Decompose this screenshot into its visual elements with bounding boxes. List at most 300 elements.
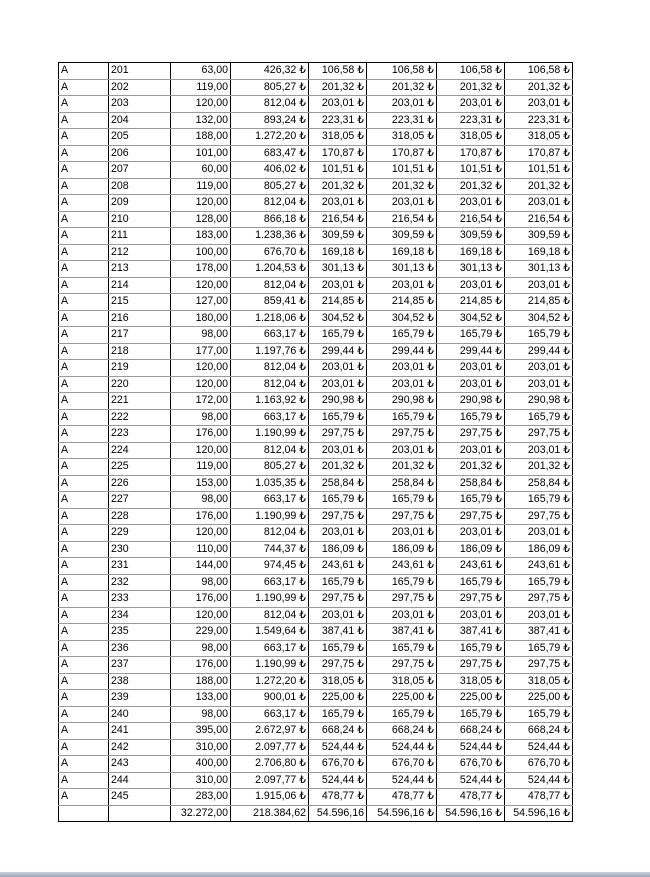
area-cell[interactable]: 120,00 [171, 607, 231, 624]
share-cell-2[interactable]: 186,09 ₺ [367, 541, 437, 558]
block-cell[interactable]: A [59, 426, 109, 443]
share-cell-3[interactable]: 297,75 ₺ [437, 591, 505, 608]
share-cell-2[interactable]: 203,01 ₺ [367, 195, 437, 212]
share-cell-1[interactable]: 203,01 ₺ [309, 376, 367, 393]
share-cell-1[interactable]: 387,41 ₺ [309, 624, 367, 641]
amount-cell[interactable]: 812,04 ₺ [231, 607, 309, 624]
total-share-cell-4[interactable]: 54.596,16 ₺ [505, 805, 573, 822]
area-cell[interactable]: 120,00 [171, 525, 231, 542]
unit-cell[interactable]: 210 [109, 211, 171, 228]
share-cell-3[interactable]: 297,75 ₺ [437, 426, 505, 443]
area-cell[interactable]: 128,00 [171, 211, 231, 228]
amount-cell[interactable]: 663,17 ₺ [231, 492, 309, 509]
amount-cell[interactable]: 805,27 ₺ [231, 79, 309, 96]
share-cell-1[interactable]: 169,18 ₺ [309, 244, 367, 261]
share-cell-4[interactable]: 203,01 ₺ [505, 525, 573, 542]
share-cell-1[interactable]: 203,01 ₺ [309, 442, 367, 459]
share-cell-2[interactable]: 203,01 ₺ [367, 96, 437, 113]
share-cell-3[interactable]: 165,79 ₺ [437, 327, 505, 344]
share-cell-4[interactable]: 290,98 ₺ [505, 393, 573, 410]
share-cell-2[interactable]: 170,87 ₺ [367, 145, 437, 162]
share-cell-1[interactable]: 297,75 ₺ [309, 657, 367, 674]
unit-cell[interactable]: 235 [109, 624, 171, 641]
share-cell-2[interactable]: 165,79 ₺ [367, 640, 437, 657]
share-cell-2[interactable]: 297,75 ₺ [367, 508, 437, 525]
share-cell-2[interactable]: 165,79 ₺ [367, 409, 437, 426]
amount-cell[interactable]: 663,17 ₺ [231, 409, 309, 426]
share-cell-1[interactable]: 203,01 ₺ [309, 277, 367, 294]
amount-cell[interactable]: 893,24 ₺ [231, 112, 309, 129]
unit-cell[interactable]: 230 [109, 541, 171, 558]
share-cell-3[interactable]: 304,52 ₺ [437, 310, 505, 327]
amount-cell[interactable]: 1.238,36 ₺ [231, 228, 309, 245]
share-cell-2[interactable]: 165,79 ₺ [367, 706, 437, 723]
unit-cell[interactable]: 227 [109, 492, 171, 509]
share-cell-1[interactable]: 225,00 ₺ [309, 690, 367, 707]
block-cell[interactable]: A [59, 607, 109, 624]
share-cell-3[interactable]: 318,05 ₺ [437, 673, 505, 690]
unit-cell[interactable]: 216 [109, 310, 171, 327]
block-cell[interactable]: A [59, 211, 109, 228]
amount-cell[interactable]: 406,02 ₺ [231, 162, 309, 179]
block-cell[interactable]: A [59, 195, 109, 212]
share-cell-2[interactable]: 676,70 ₺ [367, 756, 437, 773]
share-cell-2[interactable]: 203,01 ₺ [367, 376, 437, 393]
share-cell-2[interactable]: 668,24 ₺ [367, 723, 437, 740]
share-cell-2[interactable]: 106,58 ₺ [367, 63, 437, 80]
area-cell[interactable]: 183,00 [171, 228, 231, 245]
share-cell-3[interactable]: 201,32 ₺ [437, 178, 505, 195]
unit-cell[interactable]: 240 [109, 706, 171, 723]
unit-cell[interactable]: 220 [109, 376, 171, 393]
share-cell-3[interactable]: 106,58 ₺ [437, 63, 505, 80]
unit-cell[interactable]: 232 [109, 574, 171, 591]
share-cell-3[interactable]: 258,84 ₺ [437, 475, 505, 492]
area-cell[interactable]: 310,00 [171, 739, 231, 756]
share-cell-4[interactable]: 318,05 ₺ [505, 129, 573, 146]
block-cell[interactable]: A [59, 310, 109, 327]
share-cell-2[interactable]: 290,98 ₺ [367, 393, 437, 410]
share-cell-1[interactable]: 186,09 ₺ [309, 541, 367, 558]
share-cell-3[interactable]: 203,01 ₺ [437, 195, 505, 212]
unit-cell[interactable]: 234 [109, 607, 171, 624]
area-cell[interactable]: 178,00 [171, 261, 231, 278]
block-cell[interactable]: A [59, 574, 109, 591]
share-cell-1[interactable]: 203,01 ₺ [309, 607, 367, 624]
share-cell-2[interactable]: 243,61 ₺ [367, 558, 437, 575]
share-cell-3[interactable]: 165,79 ₺ [437, 492, 505, 509]
unit-cell[interactable]: 214 [109, 277, 171, 294]
unit-cell[interactable]: 202 [109, 79, 171, 96]
area-cell[interactable]: 177,00 [171, 343, 231, 360]
share-cell-1[interactable]: 668,24 ₺ [309, 723, 367, 740]
share-cell-3[interactable]: 297,75 ₺ [437, 508, 505, 525]
share-cell-2[interactable]: 309,59 ₺ [367, 228, 437, 245]
share-cell-2[interactable]: 223,31 ₺ [367, 112, 437, 129]
amount-cell[interactable]: 663,17 ₺ [231, 327, 309, 344]
share-cell-3[interactable]: 186,09 ₺ [437, 541, 505, 558]
amount-cell[interactable]: 974,45 ₺ [231, 558, 309, 575]
share-cell-1[interactable]: 297,75 ₺ [309, 508, 367, 525]
unit-cell[interactable]: 204 [109, 112, 171, 129]
share-cell-3[interactable]: 668,24 ₺ [437, 723, 505, 740]
share-cell-4[interactable]: 165,79 ₺ [505, 706, 573, 723]
share-cell-1[interactable]: 203,01 ₺ [309, 195, 367, 212]
share-cell-1[interactable]: 203,01 ₺ [309, 360, 367, 377]
area-cell[interactable]: 101,00 [171, 145, 231, 162]
share-cell-1[interactable]: 165,79 ₺ [309, 492, 367, 509]
area-cell[interactable]: 60,00 [171, 162, 231, 179]
block-cell[interactable]: A [59, 541, 109, 558]
share-cell-1[interactable]: 478,77 ₺ [309, 789, 367, 806]
area-cell[interactable]: 172,00 [171, 393, 231, 410]
block-cell[interactable]: A [59, 525, 109, 542]
unit-cell[interactable]: 222 [109, 409, 171, 426]
amount-cell[interactable]: 676,70 ₺ [231, 244, 309, 261]
area-cell[interactable]: 176,00 [171, 657, 231, 674]
share-cell-3[interactable]: 318,05 ₺ [437, 129, 505, 146]
share-cell-1[interactable]: 243,61 ₺ [309, 558, 367, 575]
share-cell-4[interactable]: 301,13 ₺ [505, 261, 573, 278]
block-cell[interactable]: A [59, 162, 109, 179]
area-cell[interactable]: 98,00 [171, 574, 231, 591]
share-cell-4[interactable]: 304,52 ₺ [505, 310, 573, 327]
share-cell-1[interactable]: 170,87 ₺ [309, 145, 367, 162]
share-cell-4[interactable]: 101,51 ₺ [505, 162, 573, 179]
area-cell[interactable]: 119,00 [171, 459, 231, 476]
share-cell-3[interactable]: 524,44 ₺ [437, 772, 505, 789]
share-cell-2[interactable]: 299,44 ₺ [367, 343, 437, 360]
block-cell[interactable]: A [59, 657, 109, 674]
block-cell[interactable]: A [59, 772, 109, 789]
share-cell-3[interactable]: 101,51 ₺ [437, 162, 505, 179]
block-cell[interactable]: A [59, 492, 109, 509]
amount-cell[interactable]: 812,04 ₺ [231, 442, 309, 459]
block-cell[interactable]: A [59, 376, 109, 393]
share-cell-3[interactable]: 297,75 ₺ [437, 657, 505, 674]
unit-cell[interactable]: 242 [109, 739, 171, 756]
block-cell[interactable]: A [59, 327, 109, 344]
block-cell[interactable]: A [59, 79, 109, 96]
share-cell-3[interactable]: 223,31 ₺ [437, 112, 505, 129]
block-cell[interactable]: A [59, 261, 109, 278]
area-cell[interactable]: 180,00 [171, 310, 231, 327]
share-cell-4[interactable]: 201,32 ₺ [505, 459, 573, 476]
share-cell-2[interactable]: 524,44 ₺ [367, 739, 437, 756]
unit-cell[interactable]: 207 [109, 162, 171, 179]
unit-cell[interactable]: 225 [109, 459, 171, 476]
share-cell-2[interactable]: 318,05 ₺ [367, 673, 437, 690]
unit-cell[interactable]: 243 [109, 756, 171, 773]
block-cell[interactable]: A [59, 244, 109, 261]
share-cell-3[interactable]: 165,79 ₺ [437, 409, 505, 426]
share-cell-3[interactable]: 165,79 ₺ [437, 706, 505, 723]
amount-cell[interactable]: 1.190,99 ₺ [231, 426, 309, 443]
area-cell[interactable]: 144,00 [171, 558, 231, 575]
unit-cell[interactable]: 244 [109, 772, 171, 789]
share-cell-2[interactable]: 203,01 ₺ [367, 525, 437, 542]
unit-cell[interactable]: 233 [109, 591, 171, 608]
area-cell[interactable]: 98,00 [171, 706, 231, 723]
share-cell-4[interactable]: 201,32 ₺ [505, 79, 573, 96]
share-cell-1[interactable]: 201,32 ₺ [309, 178, 367, 195]
amount-cell[interactable]: 1.035,35 ₺ [231, 475, 309, 492]
amount-cell[interactable]: 683,47 ₺ [231, 145, 309, 162]
block-cell[interactable]: A [59, 442, 109, 459]
share-cell-2[interactable]: 169,18 ₺ [367, 244, 437, 261]
area-cell[interactable]: 176,00 [171, 508, 231, 525]
block-cell[interactable]: A [59, 343, 109, 360]
area-cell[interactable]: 176,00 [171, 591, 231, 608]
share-cell-4[interactable]: 203,01 ₺ [505, 277, 573, 294]
unit-cell[interactable]: 223 [109, 426, 171, 443]
share-cell-3[interactable]: 203,01 ₺ [437, 525, 505, 542]
share-cell-3[interactable]: 214,85 ₺ [437, 294, 505, 311]
block-cell[interactable]: A [59, 591, 109, 608]
share-cell-1[interactable]: 676,70 ₺ [309, 756, 367, 773]
unit-cell[interactable]: 239 [109, 690, 171, 707]
share-cell-3[interactable]: 169,18 ₺ [437, 244, 505, 261]
share-cell-2[interactable]: 297,75 ₺ [367, 657, 437, 674]
area-cell[interactable]: 310,00 [171, 772, 231, 789]
share-cell-3[interactable]: 478,77 ₺ [437, 789, 505, 806]
amount-cell[interactable]: 1.272,20 ₺ [231, 129, 309, 146]
block-cell[interactable]: A [59, 409, 109, 426]
amount-cell[interactable]: 859,41 ₺ [231, 294, 309, 311]
block-cell[interactable]: A [59, 739, 109, 756]
share-cell-4[interactable]: 186,09 ₺ [505, 541, 573, 558]
unit-cell[interactable]: 236 [109, 640, 171, 657]
share-cell-2[interactable]: 165,79 ₺ [367, 327, 437, 344]
unit-cell[interactable]: 206 [109, 145, 171, 162]
area-cell[interactable]: 188,00 [171, 129, 231, 146]
unit-cell[interactable]: 226 [109, 475, 171, 492]
amount-cell[interactable]: 2.672,97 ₺ [231, 723, 309, 740]
share-cell-1[interactable]: 301,13 ₺ [309, 261, 367, 278]
share-cell-2[interactable]: 214,85 ₺ [367, 294, 437, 311]
share-cell-4[interactable]: 318,05 ₺ [505, 673, 573, 690]
block-cell[interactable]: A [59, 277, 109, 294]
area-cell[interactable]: 395,00 [171, 723, 231, 740]
share-cell-2[interactable]: 301,13 ₺ [367, 261, 437, 278]
share-cell-3[interactable]: 387,41 ₺ [437, 624, 505, 641]
share-cell-3[interactable]: 165,79 ₺ [437, 574, 505, 591]
area-cell[interactable]: 120,00 [171, 360, 231, 377]
share-cell-1[interactable]: 290,98 ₺ [309, 393, 367, 410]
unit-cell[interactable]: 219 [109, 360, 171, 377]
share-cell-1[interactable]: 318,05 ₺ [309, 129, 367, 146]
area-cell[interactable]: 153,00 [171, 475, 231, 492]
share-cell-3[interactable]: 299,44 ₺ [437, 343, 505, 360]
share-cell-1[interactable]: 258,84 ₺ [309, 475, 367, 492]
share-cell-4[interactable]: 203,01 ₺ [505, 96, 573, 113]
share-cell-4[interactable]: 165,79 ₺ [505, 640, 573, 657]
share-cell-2[interactable]: 101,51 ₺ [367, 162, 437, 179]
share-cell-2[interactable]: 478,77 ₺ [367, 789, 437, 806]
share-cell-1[interactable]: 297,75 ₺ [309, 426, 367, 443]
share-cell-4[interactable]: 524,44 ₺ [505, 772, 573, 789]
area-cell[interactable]: 110,00 [171, 541, 231, 558]
share-cell-1[interactable]: 203,01 ₺ [309, 96, 367, 113]
share-cell-1[interactable]: 223,31 ₺ [309, 112, 367, 129]
unit-cell[interactable]: 208 [109, 178, 171, 195]
amount-cell[interactable]: 2.097,77 ₺ [231, 772, 309, 789]
share-cell-1[interactable]: 524,44 ₺ [309, 772, 367, 789]
block-cell[interactable]: A [59, 558, 109, 575]
share-cell-3[interactable]: 216,54 ₺ [437, 211, 505, 228]
block-cell[interactable]: A [59, 723, 109, 740]
area-cell[interactable]: 100,00 [171, 244, 231, 261]
area-cell[interactable]: 120,00 [171, 96, 231, 113]
share-cell-2[interactable]: 387,41 ₺ [367, 624, 437, 641]
share-cell-3[interactable]: 203,01 ₺ [437, 277, 505, 294]
share-cell-2[interactable]: 258,84 ₺ [367, 475, 437, 492]
area-cell[interactable]: 120,00 [171, 195, 231, 212]
unit-cell[interactable]: 205 [109, 129, 171, 146]
block-cell[interactable]: A [59, 112, 109, 129]
amount-cell[interactable]: 812,04 ₺ [231, 96, 309, 113]
share-cell-2[interactable]: 203,01 ₺ [367, 607, 437, 624]
amount-cell[interactable]: 1.190,99 ₺ [231, 508, 309, 525]
share-cell-4[interactable]: 214,85 ₺ [505, 294, 573, 311]
share-cell-1[interactable]: 165,79 ₺ [309, 706, 367, 723]
share-cell-2[interactable]: 203,01 ₺ [367, 277, 437, 294]
unit-cell[interactable]: 218 [109, 343, 171, 360]
area-cell[interactable]: 132,00 [171, 112, 231, 129]
block-cell[interactable]: A [59, 673, 109, 690]
share-cell-1[interactable]: 203,01 ₺ [309, 525, 367, 542]
share-cell-4[interactable]: 258,84 ₺ [505, 475, 573, 492]
total-area-cell[interactable]: 32.272,00 [171, 805, 231, 822]
unit-cell[interactable]: 217 [109, 327, 171, 344]
share-cell-4[interactable]: 106,58 ₺ [505, 63, 573, 80]
share-cell-3[interactable]: 225,00 ₺ [437, 690, 505, 707]
share-cell-3[interactable]: 203,01 ₺ [437, 360, 505, 377]
share-cell-1[interactable]: 318,05 ₺ [309, 673, 367, 690]
share-cell-4[interactable]: 216,54 ₺ [505, 211, 573, 228]
block-cell[interactable]: A [59, 96, 109, 113]
share-cell-2[interactable]: 304,52 ₺ [367, 310, 437, 327]
share-cell-4[interactable]: 165,79 ₺ [505, 409, 573, 426]
share-cell-3[interactable]: 301,13 ₺ [437, 261, 505, 278]
area-cell[interactable]: 176,00 [171, 426, 231, 443]
unit-cell[interactable]: 228 [109, 508, 171, 525]
amount-cell[interactable]: 663,17 ₺ [231, 574, 309, 591]
amount-cell[interactable]: 663,17 ₺ [231, 706, 309, 723]
share-cell-4[interactable]: 478,77 ₺ [505, 789, 573, 806]
amount-cell[interactable]: 900,01 ₺ [231, 690, 309, 707]
share-cell-1[interactable]: 297,75 ₺ [309, 591, 367, 608]
total-block-cell[interactable] [59, 805, 109, 822]
share-cell-4[interactable]: 165,79 ₺ [505, 492, 573, 509]
share-cell-2[interactable]: 165,79 ₺ [367, 574, 437, 591]
amount-cell[interactable]: 805,27 ₺ [231, 459, 309, 476]
share-cell-2[interactable]: 524,44 ₺ [367, 772, 437, 789]
amount-cell[interactable]: 426,32 ₺ [231, 63, 309, 80]
block-cell[interactable]: A [59, 475, 109, 492]
share-cell-3[interactable]: 524,44 ₺ [437, 739, 505, 756]
share-cell-4[interactable]: 297,75 ₺ [505, 426, 573, 443]
share-cell-2[interactable]: 318,05 ₺ [367, 129, 437, 146]
share-cell-4[interactable]: 225,00 ₺ [505, 690, 573, 707]
block-cell[interactable]: A [59, 640, 109, 657]
total-share-cell-3[interactable]: 54.596,16 ₺ [437, 805, 505, 822]
unit-cell[interactable]: 209 [109, 195, 171, 212]
share-cell-1[interactable]: 165,79 ₺ [309, 409, 367, 426]
amount-cell[interactable]: 812,04 ₺ [231, 376, 309, 393]
share-cell-2[interactable]: 201,32 ₺ [367, 178, 437, 195]
unit-cell[interactable]: 237 [109, 657, 171, 674]
share-cell-4[interactable]: 309,59 ₺ [505, 228, 573, 245]
unit-cell[interactable]: 212 [109, 244, 171, 261]
share-cell-4[interactable]: 203,01 ₺ [505, 195, 573, 212]
amount-cell[interactable]: 744,37 ₺ [231, 541, 309, 558]
share-cell-3[interactable]: 165,79 ₺ [437, 640, 505, 657]
amount-cell[interactable]: 1.197,76 ₺ [231, 343, 309, 360]
share-cell-2[interactable]: 203,01 ₺ [367, 442, 437, 459]
block-cell[interactable]: A [59, 624, 109, 641]
share-cell-1[interactable]: 309,59 ₺ [309, 228, 367, 245]
unit-cell[interactable]: 213 [109, 261, 171, 278]
share-cell-4[interactable]: 297,75 ₺ [505, 508, 573, 525]
unit-cell[interactable]: 238 [109, 673, 171, 690]
share-cell-3[interactable]: 203,01 ₺ [437, 376, 505, 393]
amount-cell[interactable]: 1.163,92 ₺ [231, 393, 309, 410]
share-cell-1[interactable]: 214,85 ₺ [309, 294, 367, 311]
share-cell-1[interactable]: 299,44 ₺ [309, 343, 367, 360]
share-cell-1[interactable]: 101,51 ₺ [309, 162, 367, 179]
area-cell[interactable]: 98,00 [171, 492, 231, 509]
block-cell[interactable]: A [59, 145, 109, 162]
area-cell[interactable]: 120,00 [171, 376, 231, 393]
share-cell-2[interactable]: 201,32 ₺ [367, 79, 437, 96]
block-cell[interactable]: A [59, 294, 109, 311]
area-cell[interactable]: 400,00 [171, 756, 231, 773]
share-cell-4[interactable]: 297,75 ₺ [505, 591, 573, 608]
area-cell[interactable]: 127,00 [171, 294, 231, 311]
total-unit-cell[interactable] [109, 805, 171, 822]
share-cell-3[interactable]: 309,59 ₺ [437, 228, 505, 245]
share-cell-4[interactable]: 165,79 ₺ [505, 327, 573, 344]
share-cell-1[interactable]: 216,54 ₺ [309, 211, 367, 228]
block-cell[interactable]: A [59, 129, 109, 146]
block-cell[interactable]: A [59, 706, 109, 723]
share-cell-1[interactable]: 165,79 ₺ [309, 640, 367, 657]
share-cell-3[interactable]: 203,01 ₺ [437, 607, 505, 624]
amount-cell[interactable]: 1.549,64 ₺ [231, 624, 309, 641]
share-cell-3[interactable]: 170,87 ₺ [437, 145, 505, 162]
share-cell-4[interactable]: 165,79 ₺ [505, 574, 573, 591]
unit-cell[interactable]: 203 [109, 96, 171, 113]
share-cell-2[interactable]: 297,75 ₺ [367, 426, 437, 443]
total-share-cell-1[interactable]: 54.596,16 [309, 805, 367, 822]
share-cell-3[interactable]: 243,61 ₺ [437, 558, 505, 575]
share-cell-4[interactable]: 203,01 ₺ [505, 376, 573, 393]
amount-cell[interactable]: 812,04 ₺ [231, 525, 309, 542]
block-cell[interactable]: A [59, 508, 109, 525]
area-cell[interactable]: 120,00 [171, 442, 231, 459]
block-cell[interactable]: A [59, 228, 109, 245]
share-cell-3[interactable]: 203,01 ₺ [437, 96, 505, 113]
total-amount-cell[interactable]: 218.384,62 [231, 805, 309, 822]
area-cell[interactable]: 98,00 [171, 409, 231, 426]
share-cell-4[interactable]: 223,31 ₺ [505, 112, 573, 129]
area-cell[interactable]: 283,00 [171, 789, 231, 806]
amount-cell[interactable]: 812,04 ₺ [231, 360, 309, 377]
share-cell-1[interactable]: 304,52 ₺ [309, 310, 367, 327]
unit-cell[interactable]: 215 [109, 294, 171, 311]
unit-cell[interactable]: 201 [109, 63, 171, 80]
